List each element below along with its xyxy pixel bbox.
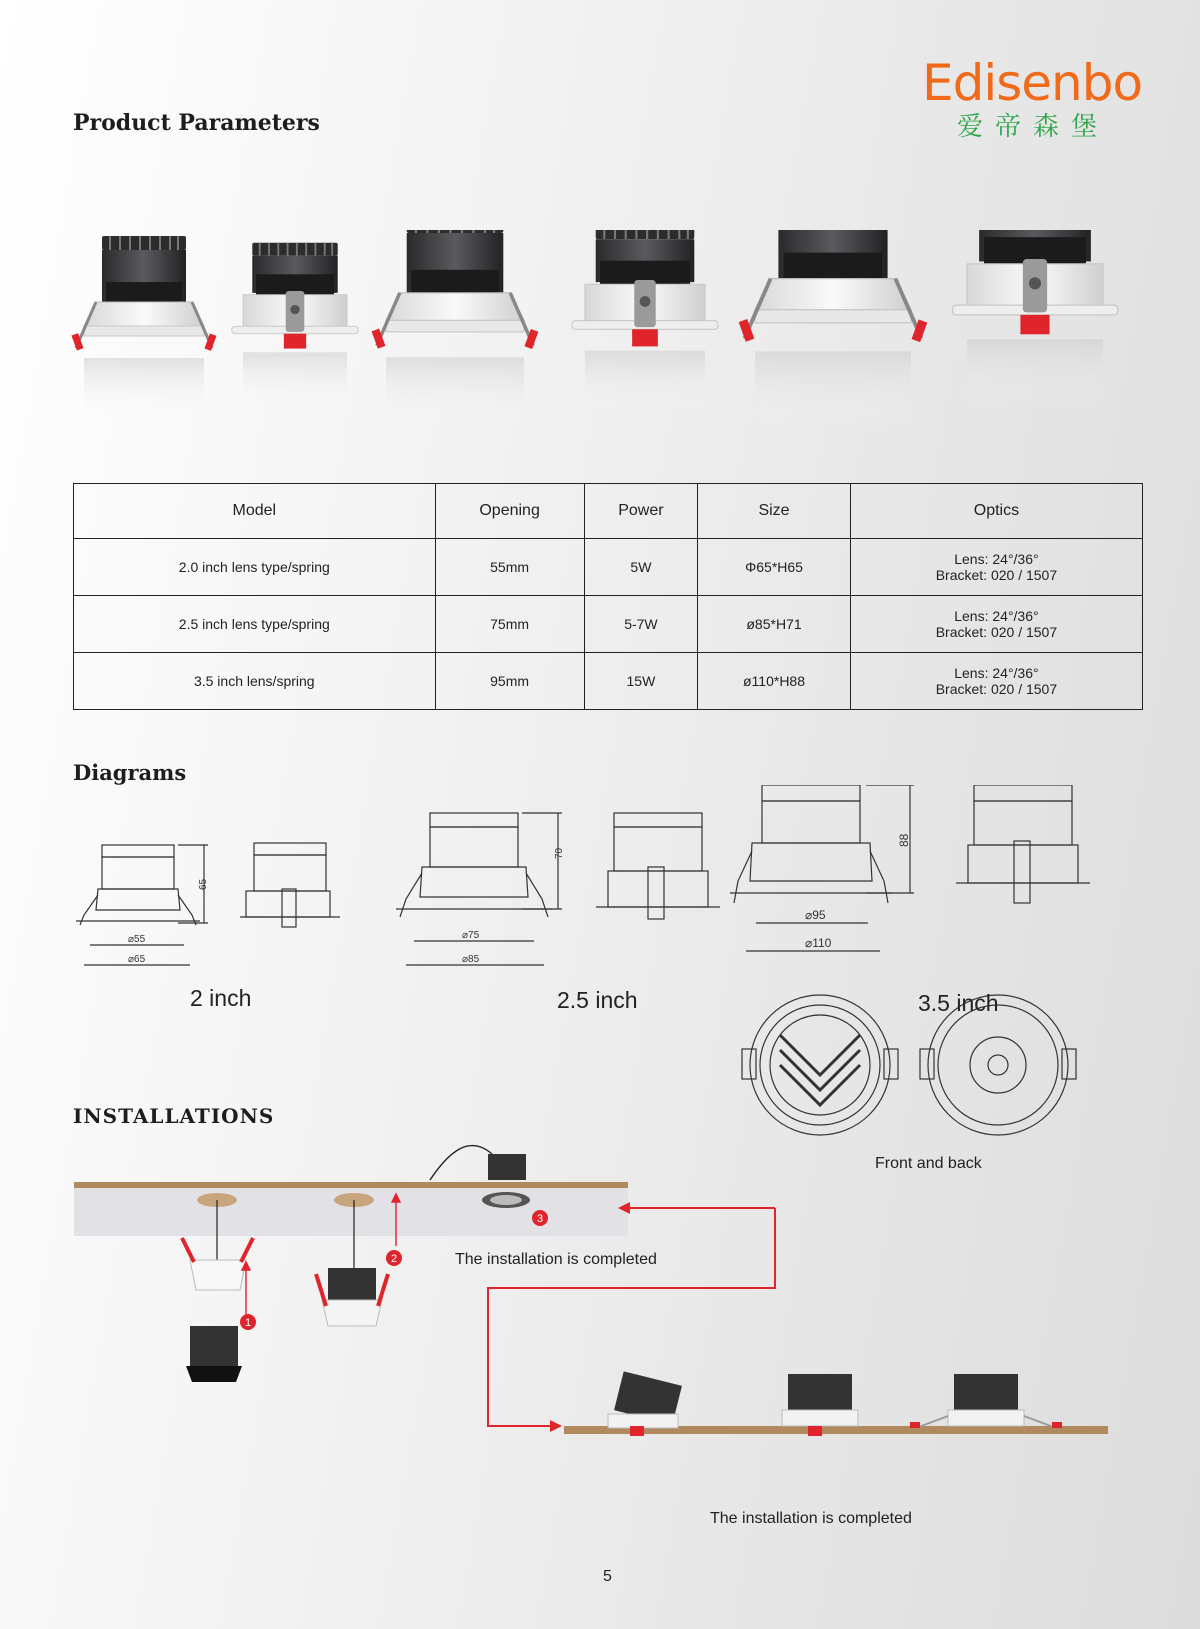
product-parameters-title: Product Parameters (73, 110, 320, 136)
dim-35inch-height: 88 (897, 833, 911, 847)
cell-optics (850, 539, 1142, 596)
dim-2inch-outer: ⌀65 (128, 954, 146, 965)
optics-lens: Lens: 24°/36° (954, 665, 1039, 681)
optics-lens: Lens: 24°/36° (954, 551, 1039, 567)
cell-model: 3.5 inch lens/spring (74, 653, 436, 710)
caption-2inch: 2 inch (190, 985, 252, 1011)
diagram-2inch-side (76, 845, 208, 965)
caption-front-back: Front and back (875, 1155, 982, 1172)
dim-35inch-outer: ⌀110 (805, 936, 832, 950)
header-optics: Optics (850, 484, 1142, 539)
header-opening: Opening (435, 484, 584, 539)
cell-opening: 75mm (435, 596, 584, 653)
install-completed-bottom: The installation is completed (710, 1510, 912, 1527)
optics-bracket: Bracket: 020 / 1507 (935, 624, 1058, 640)
cell-optics (850, 653, 1142, 710)
caption-25inch: 2.5 inch (557, 987, 638, 1013)
installation-illustration (70, 1130, 1140, 1510)
installations-title: INSTALLATIONS (73, 1104, 275, 1128)
optics-bracket: Bracket: 020 / 1507 (935, 567, 1058, 583)
table-header-row (74, 484, 1143, 539)
cell-model: 2.0 inch lens type/spring (74, 539, 436, 596)
cell-optics (850, 596, 1142, 653)
product-photo-2inch-bracket (232, 243, 358, 408)
cell-power: 5W (584, 539, 698, 596)
cell-size: ø110*H88 (698, 653, 851, 710)
brand-logo-en: Edisenbo (922, 54, 1143, 112)
product-photo-25inch-spring (372, 230, 539, 426)
cell-opening: 55mm (435, 539, 584, 596)
diagram-25inch-side (396, 813, 562, 965)
brand-logo-cn: 爱帝森堡 (957, 112, 1110, 142)
bottom-lamp-tilted (608, 1371, 682, 1436)
parameters-table (73, 483, 1143, 710)
product-photo-25inch-bracket (572, 230, 718, 415)
cell-size: Φ65*H65 (698, 539, 851, 596)
install-completed-top: The installation is completed (455, 1251, 657, 1268)
product-photo-35inch-spring (739, 230, 928, 429)
cell-model: 2.5 inch lens type/spring (74, 596, 436, 653)
dim-2inch-height: 65 (198, 878, 209, 890)
header-size: Size (698, 484, 851, 539)
table-row (74, 539, 1143, 596)
dim-25inch-inner: ⌀75 (462, 930, 480, 941)
product-photo-35inch-bracket (952, 230, 1117, 412)
step-2: 2 (390, 1253, 398, 1265)
cell-power: 5-7W (584, 596, 698, 653)
diagram-25inch-bracket (596, 813, 720, 919)
dim-25inch-height: 70 (554, 847, 565, 859)
product-photo-2inch-spring (71, 236, 216, 418)
page-number: 5 (603, 1568, 612, 1585)
product-photos (70, 230, 1150, 440)
bottom-lamp-spring (910, 1374, 1062, 1428)
header-model: Model (74, 484, 436, 539)
diagram-front-view (742, 995, 898, 1135)
step-1: 1 (244, 1317, 252, 1329)
product-photo-row (70, 230, 1150, 440)
diagram-35inch-side (730, 785, 914, 951)
dim-2inch-inner: ⌀55 (128, 934, 146, 945)
diagram-35inch-bracket (956, 785, 1090, 903)
ceiling-board-edge (74, 1182, 628, 1188)
table-row (74, 596, 1143, 653)
dim-35inch-inner: ⌀95 (805, 908, 826, 922)
diagrams-title: Diagrams (73, 760, 187, 785)
optics-bracket: Bracket: 020 / 1507 (935, 681, 1058, 697)
cell-size: ø85*H71 (698, 596, 851, 653)
header-power: Power (584, 484, 698, 539)
optics-lens: Lens: 24°/36° (954, 608, 1039, 624)
cell-power: 15W (584, 653, 698, 710)
table-row (74, 653, 1143, 710)
dim-25inch-outer: ⌀85 (462, 954, 480, 965)
diagram-2inch-bracket (240, 843, 340, 927)
caption-35inch: 3.5 inch (918, 990, 999, 1016)
cell-opening: 95mm (435, 653, 584, 710)
step-3: 3 (536, 1213, 544, 1225)
